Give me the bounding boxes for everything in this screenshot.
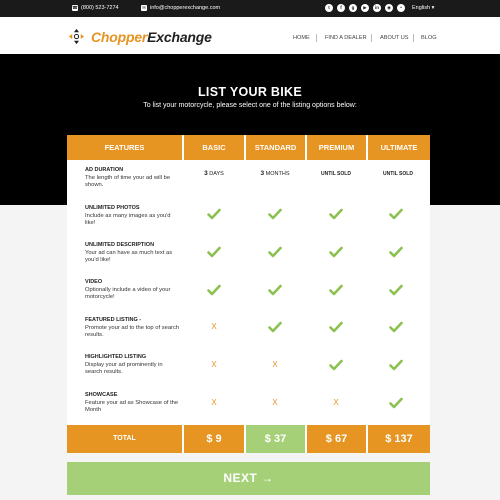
price-premium[interactable]: $ 67: [307, 425, 366, 453]
check-icon: [268, 246, 282, 258]
feature-title: SHOWCASE: [85, 392, 118, 398]
nav-home[interactable]: HOME: [293, 35, 310, 41]
header-ultimate[interactable]: ULTIMATE: [368, 135, 430, 160]
header-premium[interactable]: PREMIUM: [307, 135, 366, 160]
x-mark: X: [272, 398, 278, 407]
duration-standard-num: 3: [260, 170, 265, 177]
site-header: [0, 17, 500, 54]
main-nav: [0, 35, 500, 45]
feature-ad-duration: [85, 167, 180, 189]
check-icon: [389, 208, 403, 220]
feature-video: [85, 279, 180, 301]
logo-text-exchange: Exchange: [147, 28, 212, 45]
top-bar: [0, 0, 500, 17]
phone-number: (800) 523-7274: [81, 5, 119, 11]
feature-title: VIDEO: [85, 279, 103, 285]
next-button[interactable]: NEXT →: [67, 462, 430, 495]
price-standard[interactable]: $ 37: [246, 425, 305, 453]
instagram-icon[interactable]: ◉: [385, 4, 393, 12]
feature-title: HIGHLIGHTED LISTING: [85, 354, 147, 360]
email-address: info@chopperexchange.com: [150, 5, 221, 11]
linkedin-icon[interactable]: in: [375, 5, 379, 10]
check-icon: [389, 246, 403, 258]
feature-desc: Include as many images as you'd like!: [85, 212, 171, 226]
feature-highlighted-listing: [85, 354, 180, 376]
check-icon: [207, 284, 221, 296]
youtube-icon[interactable]: ▶: [361, 4, 369, 12]
x-mark: X: [333, 398, 339, 407]
x-mark: X: [211, 322, 217, 331]
check-icon: [329, 246, 343, 258]
x-mark: X: [272, 360, 278, 369]
duration-premium: UNTIL SOLD: [321, 171, 351, 177]
nav-blog[interactable]: BLOG: [421, 35, 437, 41]
feature-showcase: [85, 392, 180, 414]
feature-desc: Display your ad prominently in search results.: [85, 361, 163, 375]
duration-basic: [184, 170, 244, 177]
email-icon: ✉: [142, 5, 146, 10]
duration-standard-unit: MONTHS: [265, 171, 290, 177]
feature-desc: Feature your ad as Showcase of the Month: [85, 399, 179, 413]
twitter-icon[interactable]: t: [325, 4, 333, 12]
nav-divider: [413, 34, 414, 42]
phone-contact[interactable]: [72, 5, 119, 11]
language-selector[interactable]: English ▾: [412, 5, 435, 11]
feature-desc: Your ad can have as much text as you'd like!: [85, 249, 173, 263]
feature-desc: The length of time your ad will be shown.: [85, 174, 171, 188]
feature-unlimited-description: [85, 242, 180, 264]
price-ultimate[interactable]: $ 137: [368, 425, 430, 453]
page-subtitle: To list your motorcycle, please select one of the listing options below:: [143, 102, 357, 109]
x-mark: X: [211, 360, 217, 369]
header-basic[interactable]: BASIC: [184, 135, 244, 160]
check-icon: [329, 208, 343, 220]
check-icon: [389, 359, 403, 371]
check-icon: [389, 321, 403, 333]
check-icon: [268, 208, 282, 220]
nav-divider: [316, 34, 317, 42]
header-standard[interactable]: STANDARD: [246, 135, 305, 160]
check-icon: [207, 208, 221, 220]
page-title: LIST YOUR BIKE: [198, 85, 302, 99]
duration-basic-num: 3: [204, 170, 208, 177]
nav-about-us[interactable]: ABOUT US: [380, 35, 409, 41]
rss-icon[interactable]: •: [397, 4, 405, 12]
phone-icon: ☎: [72, 5, 78, 10]
logo-text-chopper: Chopper: [91, 28, 148, 45]
feature-title: UNLIMITED DESCRIPTION: [85, 242, 155, 248]
price-basic[interactable]: $ 9: [184, 425, 244, 453]
nav-find-dealer[interactable]: FIND A DEALER: [325, 35, 367, 41]
social-links: [325, 4, 405, 12]
duration-ultimate: UNTIL SOLD: [383, 171, 413, 177]
check-icon: [389, 397, 403, 409]
feature-featured-listing: [85, 317, 180, 339]
check-icon: [329, 321, 343, 333]
check-icon: [268, 321, 282, 333]
duration-standard: [245, 170, 305, 177]
check-icon: [329, 284, 343, 296]
total-label: TOTAL: [67, 425, 182, 453]
feature-desc: Optionally include a video of your motorcycle!: [85, 286, 171, 300]
check-icon: [268, 284, 282, 296]
google-plus-icon[interactable]: g: [349, 4, 357, 12]
feature-title: AD DURATION: [85, 167, 124, 173]
facebook-icon[interactable]: f: [337, 4, 345, 12]
nav-divider: [371, 34, 372, 42]
feature-title: FEATURED LISTING -: [85, 317, 142, 323]
x-mark: X: [211, 398, 217, 407]
feature-unlimited-photos: [85, 205, 180, 227]
header-features: FEATURES: [67, 135, 182, 160]
email-contact[interactable]: [141, 5, 220, 11]
duration-basic-unit: DAYS: [209, 171, 224, 177]
feature-title: UNLIMITED PHOTOS: [85, 205, 140, 211]
check-icon: [329, 359, 343, 371]
check-icon: [389, 284, 403, 296]
feature-desc: Promote your ad to the top of search results.: [85, 324, 180, 338]
check-icon: [207, 246, 221, 258]
